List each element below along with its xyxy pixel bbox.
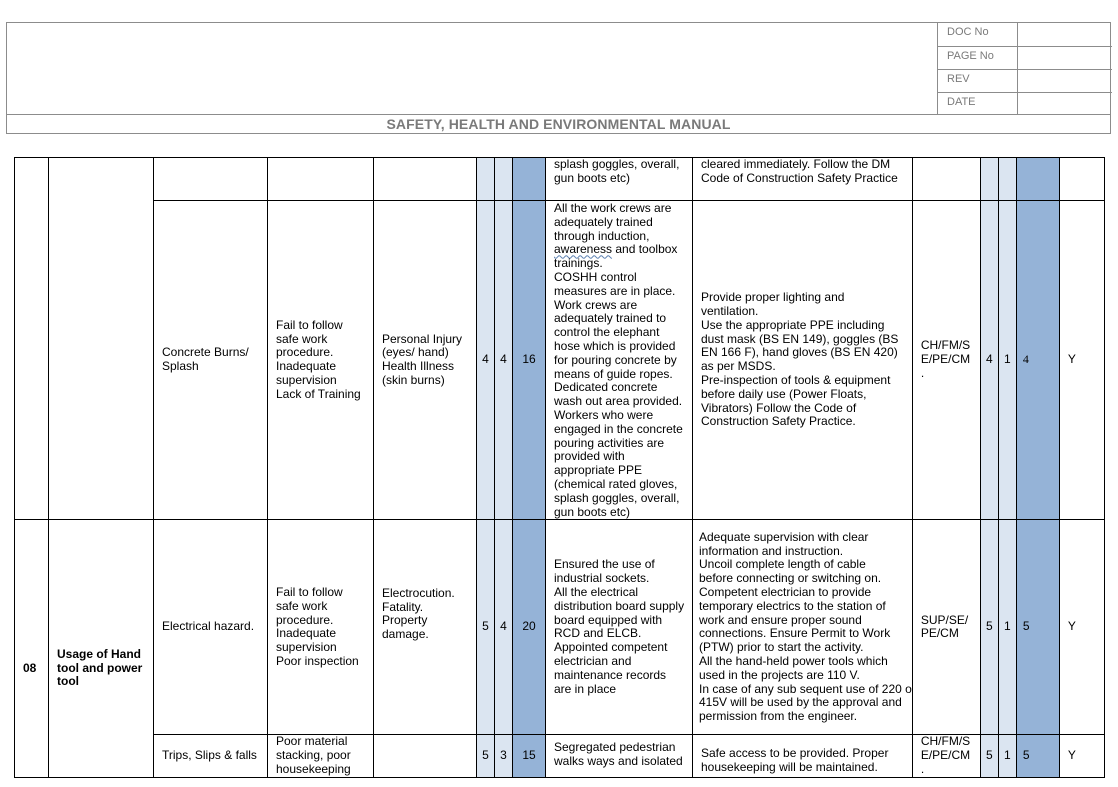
table-row bbox=[15, 735, 1105, 777]
meta-row-date bbox=[937, 92, 1112, 114]
responsible-cell: CH/FM/S E/PE/CM . bbox=[912, 201, 980, 520]
existing-controls-cell bbox=[546, 201, 693, 520]
residual-severity-cell: 1 bbox=[998, 201, 1016, 520]
meta-value bbox=[1018, 23, 1112, 46]
additional-actions-cell: cleared immediately. Follow the DM Code of Construction Safety Practice bbox=[693, 158, 913, 201]
residual-severity-cell bbox=[998, 158, 1016, 201]
likelihood-cell: 5 bbox=[477, 520, 495, 735]
risk-cell bbox=[513, 158, 546, 201]
existing-controls-cell: Segregated pedestrian walks ways and isolated bbox=[546, 735, 693, 777]
responsible-cell: SUP/SE/ PE/CM bbox=[912, 520, 980, 735]
responsible-cell: CH/FM/S E/PE/CM . bbox=[912, 735, 980, 777]
existing-controls-cell: Ensured the use of industrial sockets. All the electrical distribution board supply board equipped with RCD and ELCB. Appointed competent electrician and maintenance records are in place bbox=[546, 520, 693, 735]
meta-label: DATE bbox=[937, 93, 1018, 114]
controls-text: and toolbox trainings. COSHH control measures are in place. Work crews are adequately trained to control the elephant hose which is provided for pouring concrete by means of guide ropes. Dedicated concrete wash out area provided. Workers who were engaged in the concrete pouring activities are provided with appropriate PPE (chemical rated gloves, splash goggles, overall, gun boots etc) bbox=[554, 242, 683, 519]
likelihood-cell bbox=[477, 158, 495, 201]
acceptable-cell: Y bbox=[1059, 735, 1104, 777]
consequence-cell bbox=[374, 158, 477, 201]
activity-cell: Usage of Hand tool and power tool bbox=[49, 520, 154, 777]
cause-cell: Fail to follow safe work procedure. Inadequate supervision Lack of Training bbox=[268, 201, 374, 520]
risk-assessment-table bbox=[14, 157, 1105, 778]
table-row bbox=[15, 158, 1105, 201]
risk-cell: 20 bbox=[513, 520, 546, 735]
risk-cell: 15 bbox=[513, 735, 546, 777]
consequence-cell bbox=[374, 735, 477, 777]
severity-cell: 3 bbox=[495, 735, 513, 777]
existing-controls-cell: splash goggles, overall, gun boots etc) bbox=[546, 158, 693, 201]
severity-cell: 4 bbox=[495, 201, 513, 520]
hazard-cell: Concrete Burns/ Splash bbox=[154, 201, 268, 520]
hazard-cell: Trips, Slips & falls bbox=[154, 735, 268, 777]
residual-risk-cell: 5 bbox=[1016, 735, 1059, 777]
meta-label: REV bbox=[937, 70, 1018, 92]
additional-actions-cell: Adequate supervision with clear information and instruction. Uncoil complete length of cable before connecting or switching on. Competent electrician to provide temporary electrics to the station of work and ensure proper sound connections. Ensure Permit to Work (PTW) prior to start the activity. All the hand-held power tools which used in the projects are 110 V. In case of any sub sequent use of 220 o 415V will be used by the approval and permission from the engineer. bbox=[693, 520, 913, 735]
document-header bbox=[6, 22, 1111, 134]
residual-severity-cell: 1 bbox=[998, 735, 1016, 777]
consequence-cell: Electrocution. Fatality. Property damage. bbox=[374, 520, 477, 735]
residual-likelihood-cell: 5 bbox=[980, 520, 998, 735]
residual-severity-cell: 1 bbox=[998, 520, 1016, 735]
meta-label: PAGE No bbox=[937, 47, 1018, 69]
hazard-cell bbox=[154, 158, 268, 201]
activity-cell bbox=[49, 158, 154, 520]
no-cell bbox=[15, 158, 49, 520]
spellcheck-word: awareness bbox=[554, 242, 613, 257]
risk-cell: 16 bbox=[513, 201, 546, 520]
cause-cell: Fail to follow safe work procedure. Inadequate supervision Poor inspection bbox=[268, 520, 374, 735]
acceptable-cell bbox=[1059, 158, 1104, 201]
likelihood-cell: 5 bbox=[477, 735, 495, 777]
meta-label: DOC No bbox=[937, 23, 1018, 46]
table-row bbox=[15, 520, 1105, 735]
residual-risk-cell: 5 bbox=[1016, 520, 1059, 735]
document-title-bar bbox=[7, 114, 1110, 133]
controls-text: All the work crews are adequately trained through induction, bbox=[554, 201, 672, 243]
meta-row-rev bbox=[937, 69, 1112, 92]
meta-value bbox=[1018, 93, 1112, 114]
consequence-cell: Personal Injury (eyes/ hand) Health Illness (skin burns) bbox=[374, 201, 477, 520]
additional-actions-cell: Provide proper lighting and ventilation. Use the appropriate PPE including dust mask (BS EN 149), goggles (BS EN 166 F), hand gloves (BS EN 420) as per MSDS. Pre-inspection of tools & equipment before daily use (Power Floats, Vibrators) Follow the Code of Construction Safety Practice. bbox=[693, 201, 913, 520]
severity-cell bbox=[495, 158, 513, 201]
residual-likelihood-cell: 5 bbox=[980, 735, 998, 777]
residual-likelihood-cell bbox=[980, 158, 998, 201]
likelihood-cell: 4 bbox=[477, 201, 495, 520]
meta-value bbox=[1018, 70, 1112, 92]
residual-likelihood-cell: 4 bbox=[980, 201, 998, 520]
residual-risk-cell bbox=[1016, 158, 1059, 201]
acceptable-cell: Y bbox=[1059, 201, 1104, 520]
cause-cell: Poor material stacking, poor housekeeping bbox=[268, 735, 374, 777]
meta-row-page-no bbox=[937, 46, 1112, 69]
residual-risk-cell: 4 bbox=[1016, 201, 1059, 520]
document-meta-table bbox=[937, 23, 1112, 114]
acceptable-cell: Y bbox=[1059, 520, 1104, 735]
meta-row-doc-no bbox=[937, 23, 1112, 46]
no-cell: 08 bbox=[15, 520, 49, 777]
hazard-cell: Electrical hazard. bbox=[154, 520, 268, 735]
responsible-cell bbox=[912, 158, 980, 201]
meta-value bbox=[1018, 47, 1112, 69]
document-title: SAFETY, HEALTH AND ENVIRONMENTAL MANUAL bbox=[386, 116, 731, 132]
table-row bbox=[15, 201, 1105, 520]
cause-cell bbox=[268, 158, 374, 201]
severity-cell: 4 bbox=[495, 520, 513, 735]
additional-actions-cell: Safe access to be provided. Proper housekeeping will be maintained. bbox=[693, 735, 913, 777]
